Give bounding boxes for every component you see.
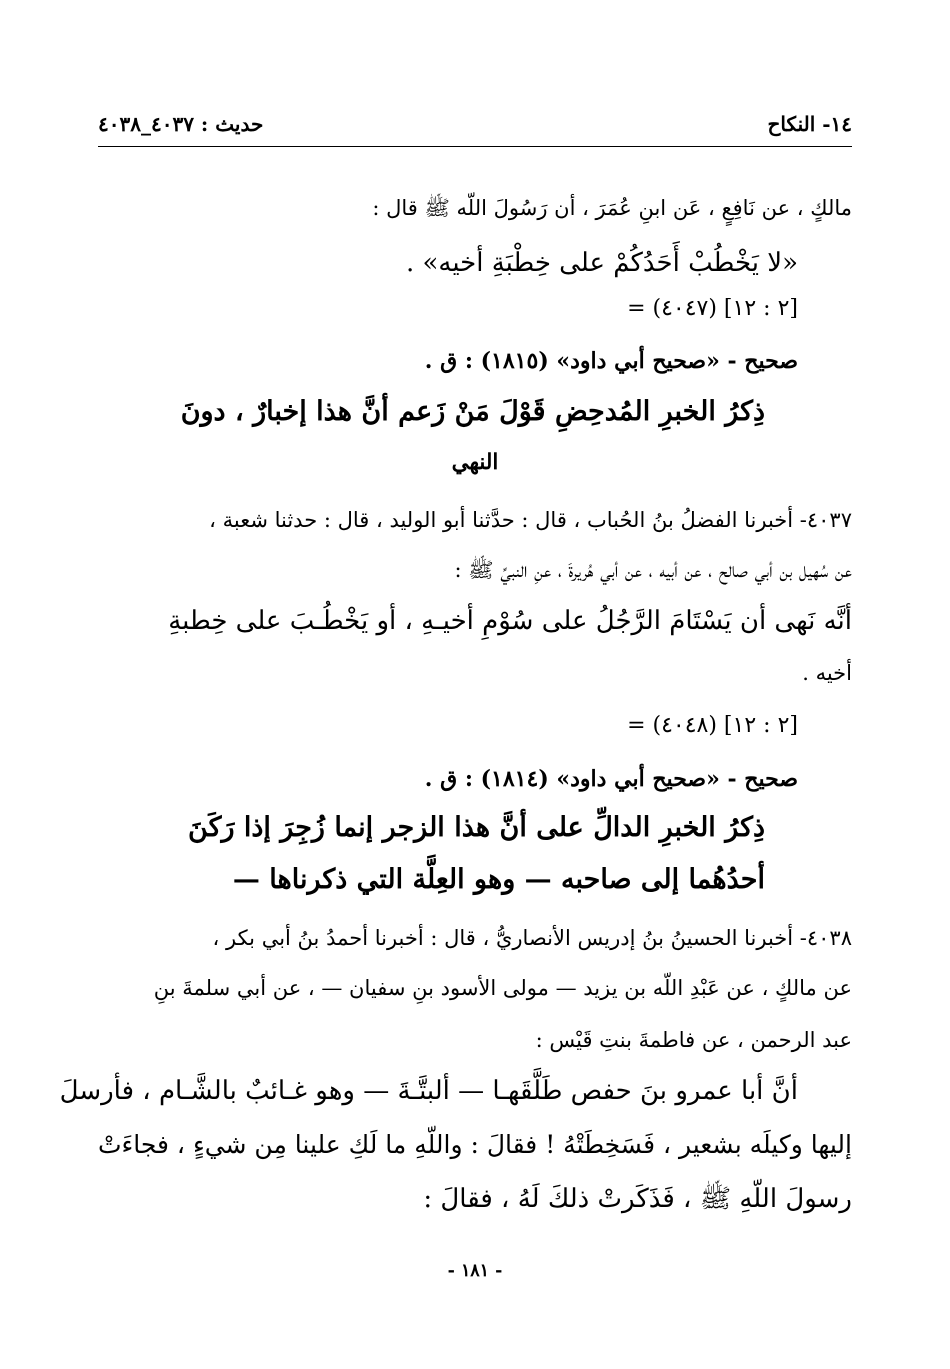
reference-line: = (٤٠٤٨) [٢ : ١٢] [627,713,798,738]
hadith-text-line: إليها وكيلَه بشعير ، فَسَخِطَتْهُ ! فقالَ : واللّهِ ما لَكِ علينا مِن شيءٍ ، فجاءَتْ [97,1130,852,1159]
hadith-text-line: أنَّ أبا عمرو بنَ حفص طَلَّقَهـا — ألبتَّـةَ — وهو غـائبٌ بالشَّـام ، فأرسلَ [59,1076,798,1106]
hadith-text-line: «لا يَخْطُبْ أَحَدُكُمْ على خِطْبَةِ أخيه» . [405,248,798,278]
header-rule [98,146,852,147]
page-number: - ١٨١ - [447,1261,503,1281]
running-header-chapter: ١٤- النكاح [767,112,852,136]
isnad-line: ٤٠٣٧- أخبرنا الفضلُ بنُ الحُباب ، قال : حدَّثنا أبو الوليد ، قال : حدثنا شعبة ، [209,508,852,532]
isnad-line: عن سُهيل بن أبي صالح ، عن أبيه ، عن أبي هُريرةَ ، عنِ النبيِّ ﷺ : [454,558,852,582]
reference-line: = (٤٠٤٧) [٢ : ١٢] [627,296,798,321]
grading-line: صحيح - «صحيح أبي داود» (١٨١٤) : ق . [424,766,798,792]
hadith-text-line: رسولَ اللّهِ ﷺ ، فَذَكَرتْ ذلكَ لَهُ ، فقالَ : [423,1184,852,1214]
running-header-hadith-range: حديث : ٤٠٣٧_٤٠٣٨ [98,112,264,136]
chapter-title-line: ذِكرُ الخبرِ الدالِّ على أنَّ هذا الزجر إنما زُجِرَ إذا رَكَنَ [188,812,765,843]
text-line: مالكٍ ، عن نَافِعٍ ، عَن ابنِ عُمَرَ ، أن رَسُولَ اللّه ﷺ قال : [372,196,852,220]
grading-line: صحيح - «صحيح أبي داود» (١٨١٥) : ق . [424,348,798,374]
chapter-title-line: ذِكرُ الخبرِ المُدحِضِ قَوْلَ مَنْ زَعم أنَّ هذا إخبارٌ ، دونَ [180,396,765,427]
isnad-line: ٤٠٣٨- أخبرنا الحسينُ بنُ إدريس الأنصاريُّ ، قال : أخبرنا أحمدُ بنُ أبي بكر ، [212,926,852,950]
hadith-text-line: أنَّه نَهى أن يَسْتَامَ الرَّجُلُ على سُوْمِ أخيـهِ ، أو يَخْطُـبَ على خِطبةِ [168,606,852,636]
hadith-text-line: أخيه . [802,661,852,685]
isnad-line: عبد الرحمن ، عن فاطمةَ بنتِ قَيْس : [535,1028,852,1052]
chapter-title-line: النهي [451,450,499,475]
chapter-title-line: أحدُهُما إلى صاحبه — وهو العِلَّة التي ذكرناها — [232,864,765,895]
isnad-line: عن مالكٍ ، عن عَبْدِ اللّه بن يزيد — مولى الأسود بنِ سفيان — ، عن أبي سلمةَ بنِ [153,976,852,1000]
